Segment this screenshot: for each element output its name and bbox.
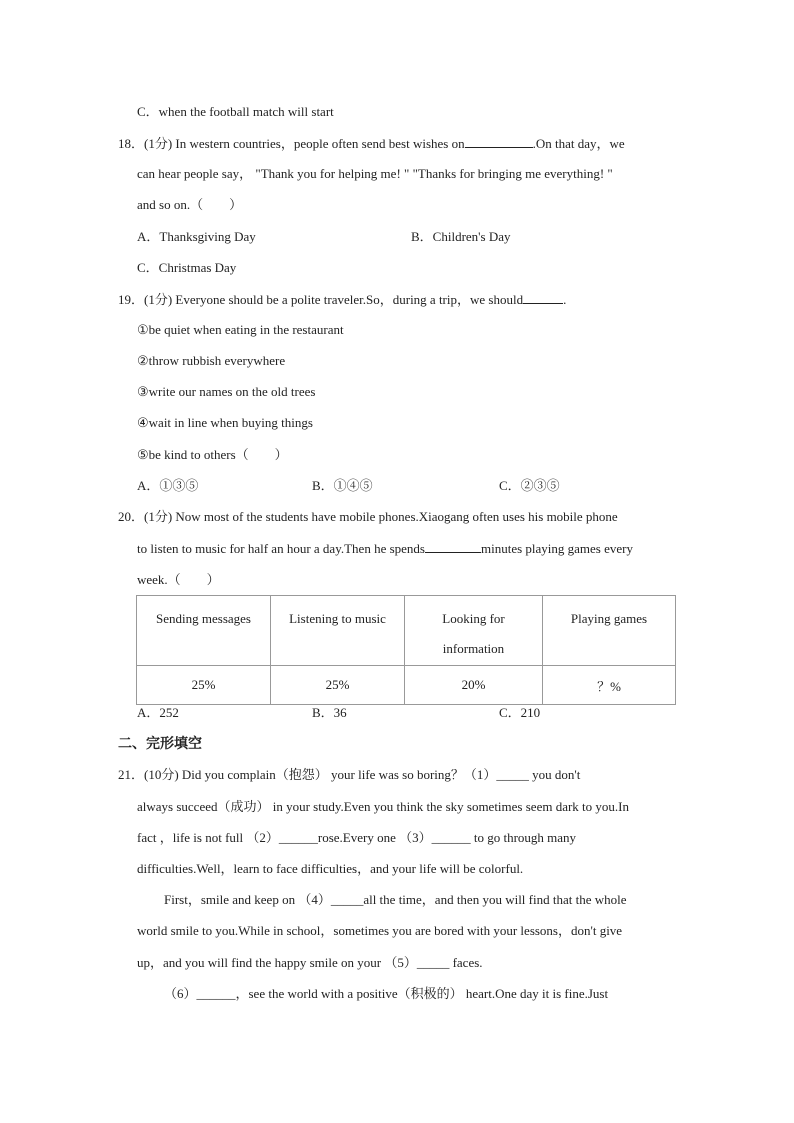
q21-line8: （6）______，see the world with a positive（积极的） heart.One day it is fine.Just	[164, 986, 609, 1001]
q18-stem-line3: and so on.（ ）	[137, 197, 243, 212]
q20-stem-line3: week.（ ）	[137, 572, 220, 587]
table-cell: 25%	[137, 666, 271, 705]
q19-answer-blank	[523, 289, 563, 304]
q20-answer-blank	[425, 538, 481, 553]
q19-stem-text-end: .	[563, 292, 567, 307]
q20-stem-line2	[137, 538, 633, 559]
q21-line5: First，smile and keep on （4）_____all the time，and then you will find that the whole	[164, 892, 627, 907]
q21-line2: always succeed（成功） in your study.Even you think the sky sometimes seem dark to you.In	[137, 799, 629, 814]
q18-option-b: B．Children's Day	[411, 229, 511, 244]
q20-stem-text-end: minutes playing games every	[480, 541, 633, 556]
q19-item-1: ①be quiet when eating in the restaurant	[137, 322, 344, 337]
q21-line3: fact ，life is not full （2）______rose.Every one （3）______ to go through many	[137, 830, 577, 845]
q18-option-a: A．Thanksgiving Day	[137, 229, 256, 244]
q21-line7: up，and you will find the happy smile on your （5）_____ faces.	[137, 955, 483, 970]
table-cell: 25%	[271, 666, 405, 705]
q19-item-5: ⑤be kind to others（ ）	[137, 447, 288, 462]
table-header-text: Looking for information	[442, 611, 505, 656]
table-header-cell: Playing games	[543, 596, 676, 666]
table-value-row	[137, 666, 676, 705]
table-header-cell	[405, 596, 543, 666]
q20-stem-text: to listen to music for half an hour a day.Then he spends	[137, 541, 425, 556]
q17-option-c: C．when the football match will start	[137, 104, 334, 119]
usage-table	[136, 595, 676, 705]
q19-item-4: ④wait in line when buying things	[137, 415, 313, 430]
q18-stem-text: 18．(1分) In western countries，people often send best wishes on	[118, 136, 465, 151]
q21-line6: world smile to you.While in school，sometimes you are bored with your lessons，don't give	[137, 923, 623, 938]
q21-line1: 21．(10分) Did you complain（抱怨） your life was so boring？（1）_____ you don't	[118, 767, 581, 782]
q19-option-c: C．②③⑤	[499, 478, 560, 493]
q18-stem-text-end: .On that day，we	[532, 136, 625, 151]
q18-option-c: C．Christmas Day	[137, 260, 237, 275]
q20-stem-line1: 20．(1分) Now most of the students have mobile phones.Xiaogang often uses his mobile phone	[118, 509, 618, 524]
table-cell: ？%	[543, 666, 676, 705]
q19-option-a: A．①③⑤	[137, 478, 199, 493]
q19-item-3: ③write our names on the old trees	[137, 384, 316, 399]
table-header-row	[137, 596, 676, 666]
table-header-cell: Listening to music	[271, 596, 405, 666]
q19-item-2: ②throw rubbish everywhere	[137, 353, 286, 368]
q18-stem-line1	[118, 133, 625, 154]
q20-option-b: B．36	[312, 705, 347, 720]
q20-option-a: A．252	[137, 705, 179, 720]
q18-stem-line2: can hear people say， "Thank you for helping me! " "Thanks for bringing me everything! "	[137, 166, 613, 181]
table-cell: 20%	[405, 666, 543, 705]
q20-option-c: C．210	[499, 705, 541, 720]
table-header-cell: Sending messages	[137, 596, 271, 666]
q19-stem-text: 19．(1分) Everyone should be a polite traveler.So，during a trip，we should	[118, 292, 524, 307]
q19-stem-line1	[118, 289, 566, 310]
q19-option-b: B．①④⑤	[312, 478, 373, 493]
q18-answer-blank	[465, 133, 533, 148]
q21-line4: difficulties.Well，learn to face difficulties，and your life will be colorful.	[137, 861, 524, 876]
section-heading: 二、完形填空	[118, 736, 202, 752]
